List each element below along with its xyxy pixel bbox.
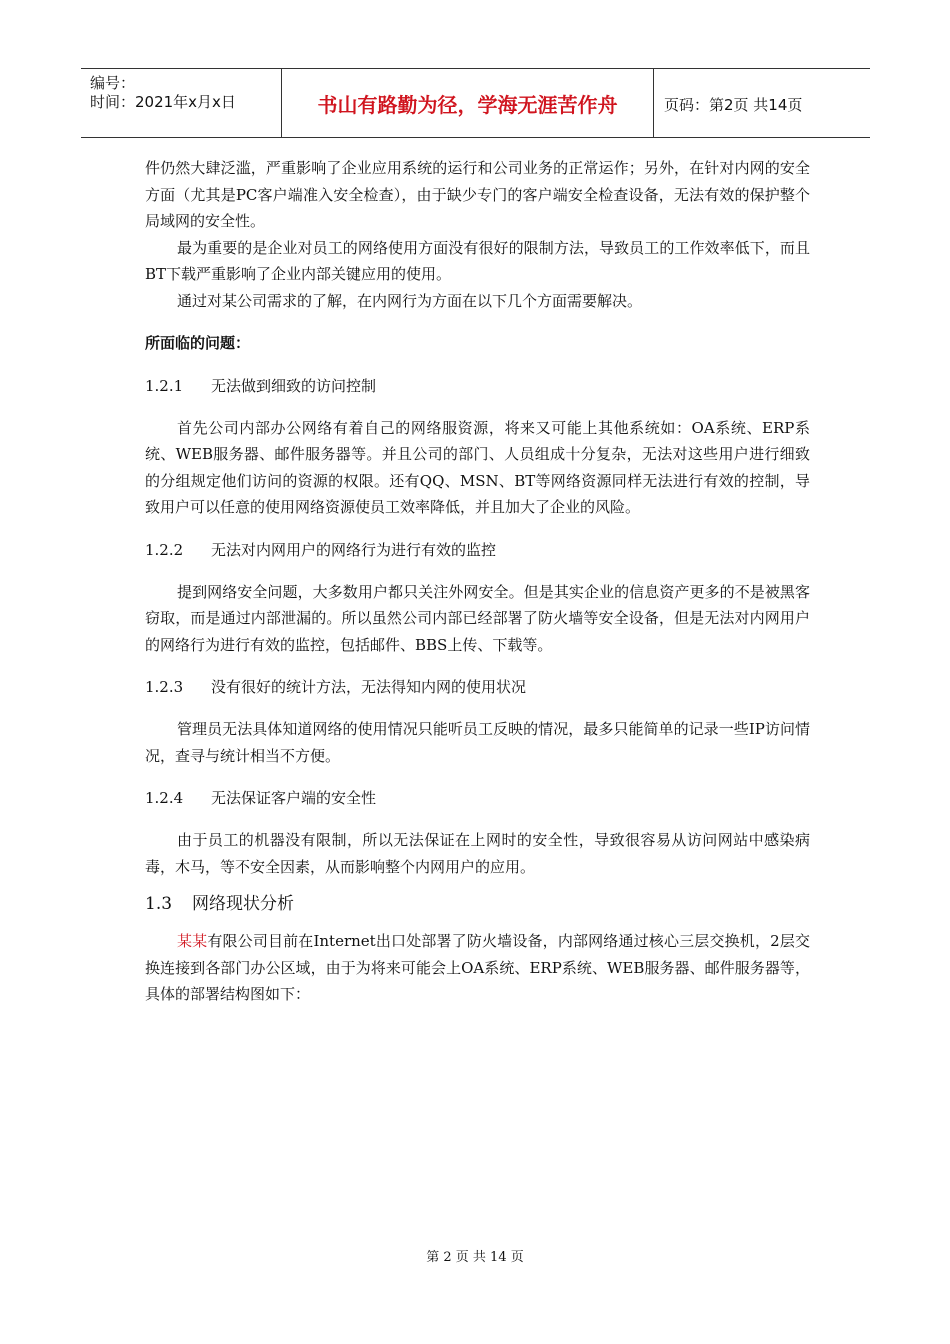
paragraph: 首先公司内部办公网络有着自己的网络服资源，将来又可能上其他系统如：OA系统、ERP系统、WEB服务器、邮件服务器等。并且公司的部门、人员组成十分复杂，无法对这些用户进行细致的分组规定他们访问的资源的权限。还有QQ、MSN、BT等网络资源同样无法进行有效的控制，导致用户可以任意的使用网络资源使员工效率降低，并且加大了企业的风险。 (145, 418, 810, 516)
problems-heading: 所面临的问题： (145, 334, 251, 352)
section-title: 无法保证客户端的安全性 (211, 789, 377, 807)
document-body (145, 155, 810, 1008)
section-heading-1-3 (145, 889, 810, 919)
paragraph: 提到网络安全问题，大多数用户都只关注外网安全。但是其实企业的信息资产更多的不是被黑客窃取，而是通过内部泄漏的。所以虽然公司内部已经部署了防火墙等安全设备，但是无法对内网用户的网络行为进行有效的监控，包括邮件、BBS上传、下载等。 (145, 582, 810, 654)
section-number: 1.2.1 (145, 376, 184, 395)
paragraph: 件仍然大肆泛滥，严重影响了企业应用系统的运行和公司业务的正常运作；另外，在针对内网的安全方面（尤其是PC客户端准入安全检查），由于缺少专门的客户端安全检查设备，无法有效的保护整个局域网的安全性。 (145, 159, 810, 230)
page-footer: 第 2 页 共 14 页 (426, 1250, 524, 1265)
section-number: 1.2.2 (145, 540, 184, 559)
section-heading-1-2-4 (145, 785, 810, 811)
section-heading-1-2-3 (145, 674, 810, 700)
header-motto: 书山有路勤为径，学海无涯苦作舟 (281, 69, 654, 137)
section-title: 无法做到细致的访问控制 (211, 376, 377, 395)
serial-label: 编号： (90, 74, 136, 92)
paragraph: 由于员工的机器没有限制，所以无法保证在上网时的安全性，导致很容易从访问网站中感染病毒，木马，等不安全因素，从而影响整个内网用户的应用。 (145, 831, 810, 876)
date-label: 时间：2021年x月x日 (90, 93, 236, 111)
section-number: 1.3 (145, 894, 173, 914)
paragraph-text: 有限公司目前在Internet出口处部署了防火墙设备，内部网络通过核心三层交换机，2层交换连接到各部门办公区域，由于为将来可能会上OA系统、ERP系统、WEB服务器、邮件服务器等，具体的部署结构图如下： (145, 932, 810, 1003)
section-number: 1.2.3 (145, 678, 184, 696)
page-header (81, 68, 870, 138)
header-meta (81, 69, 281, 137)
paragraph: 管理员无法具体知道网络的使用情况只能听员工反映的情况，最多只能简单的记录一些IP访问情况，查寻与统计相当不方便。 (145, 720, 810, 765)
paragraph: 最为重要的是企业对员工的网络使用方面没有很好的限制方法，导致员工的工作效率低下，而且BT下载严重影响了企业内部关键应用的使用。 (145, 238, 810, 283)
section-number: 1.2.4 (145, 789, 184, 807)
section-heading-1-2-2 (145, 537, 810, 563)
company-name-placeholder: 某某 (177, 932, 208, 950)
section-title: 无法对内网用户的网络行为进行有效的监控 (211, 540, 497, 559)
section-heading-1-2-1 (145, 373, 810, 399)
section-title: 网络现状分析 (192, 894, 294, 914)
paragraph (145, 928, 810, 1008)
section-title: 没有很好的统计方法，无法得知内网的使用状况 (211, 678, 527, 696)
paragraph: 通过对某公司需求的了解，在内网行为方面在以下几个方面需要解决。 (177, 291, 643, 310)
header-page-info: 页码：第2页 共14页 (664, 96, 803, 114)
